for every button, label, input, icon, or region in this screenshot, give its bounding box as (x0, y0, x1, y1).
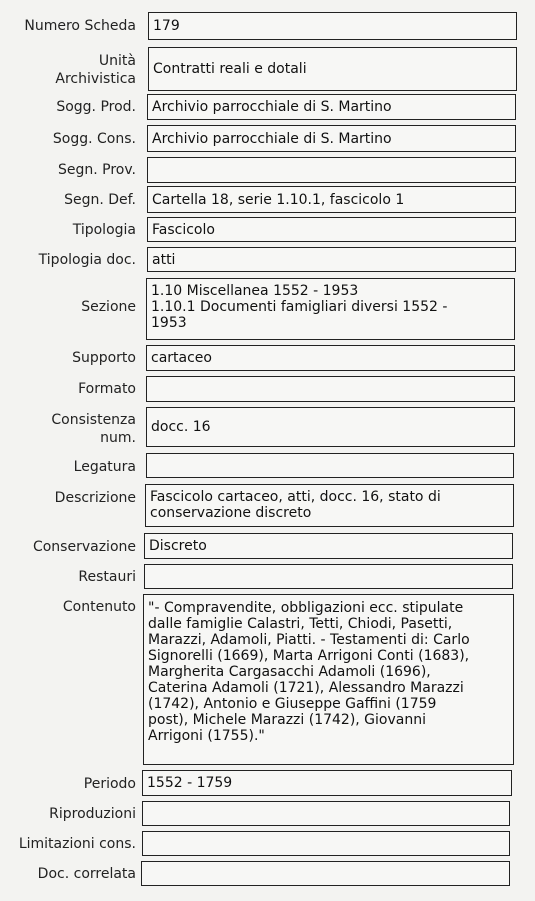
numero-scheda-field[interactable]: 179 (148, 12, 517, 40)
formato-field[interactable] (146, 376, 515, 402)
legatura-label: Legatura (73, 459, 136, 475)
restauri-label: Restauri (78, 569, 136, 585)
supporto-field[interactable]: cartaceo (146, 345, 515, 371)
sogg-cons-label: Sogg. Cons. (52, 131, 136, 147)
riproduzioni-label: Riproduzioni (49, 806, 136, 822)
tipologia-doc-label: Tipologia doc. (38, 252, 136, 268)
consistenza-label-line1: Consistenza (51, 412, 136, 428)
limitazioni-cons-label: Limitazioni cons. (18, 836, 136, 852)
sezione-field[interactable] (146, 278, 515, 340)
segn-prov-label: Segn. Prov. (57, 162, 136, 178)
unita-label-line2: Archivistica (55, 71, 136, 87)
contenuto-line: "- Compravendite, obbligazioni ecc. stipulate (148, 600, 464, 616)
conservazione-field[interactable]: Discreto (144, 533, 513, 559)
contenuto-line: (1742), Antonio e Giuseppe Gaffini (1759 (148, 696, 437, 712)
riproduzioni-field[interactable] (142, 801, 510, 826)
descrizione-field[interactable] (145, 484, 514, 527)
limitazioni-cons-field[interactable] (142, 831, 510, 856)
legatura-field[interactable] (146, 453, 514, 478)
consistenza-label-line2: num. (100, 430, 136, 446)
formato-label: Formato (78, 381, 136, 397)
sogg-prod-label: Sogg. Prod. (56, 99, 136, 115)
tipologia-doc-field[interactable]: atti (147, 247, 516, 272)
descrizione-label: Descrizione (54, 490, 136, 506)
tipologia-field[interactable]: Fascicolo (147, 217, 516, 242)
sogg-prod-field[interactable]: Archivio parrocchiale di S. Martino (147, 94, 516, 120)
segn-def-label: Segn. Def. (64, 192, 136, 208)
periodo-label: Periodo (83, 776, 136, 792)
supporto-label: Supporto (72, 350, 136, 366)
periodo-field[interactable]: 1552 - 1759 (142, 770, 512, 796)
descrizione-line: Fascicolo cartaceo, atti, docc. 16, stato di (150, 489, 441, 505)
sezione-label: Sezione (81, 299, 136, 315)
contenuto-line: Signorelli (1669), Marta Arrigoni Conti (1683), (148, 648, 470, 664)
contenuto-label: Contenuto (62, 599, 136, 615)
contenuto-line: Arrigoni (1755)." (148, 728, 265, 744)
doc-correlata-field[interactable] (141, 861, 510, 886)
contenuto-line: Margherita Cargasacchi Adamoli (1696), (148, 664, 431, 680)
sezione-line: 1.10 Miscellanea 1552 - 1953 (151, 283, 359, 299)
sezione-line: 1953 (151, 315, 187, 331)
unita-label-line1: Unità (98, 53, 136, 69)
contenuto-line: dalle famiglie Calastri, Tetti, Chiodi, Pasetti, (148, 616, 453, 632)
descrizione-line: conservazione discreto (150, 505, 312, 521)
sezione-line: 1.10.1 Documenti famigliari diversi 1552 - (151, 299, 448, 315)
tipologia-label: Tipologia (72, 222, 136, 238)
doc-correlata-label: Doc. correlata (37, 866, 136, 882)
unita-archivistica-field[interactable]: Contratti reali e dotali (148, 47, 517, 91)
segn-prov-field[interactable] (147, 157, 516, 183)
conservazione-label: Conservazione (32, 539, 136, 555)
numero-scheda-label: Numero Scheda (24, 18, 136, 34)
contenuto-line: post), Michele Marazzi (1742), Giovanni (148, 712, 426, 728)
contenuto-line: Marazzi, Adamoli, Piatti. - Testamenti di: Carlo (148, 632, 470, 648)
sogg-cons-field[interactable]: Archivio parrocchiale di S. Martino (147, 125, 516, 152)
contenuto-field[interactable] (143, 594, 514, 765)
restauri-field[interactable] (144, 564, 513, 589)
consistenza-field[interactable]: docc. 16 (146, 407, 515, 447)
segn-def-field[interactable]: Cartella 18, serie 1.10.1, fascicolo 1 (147, 186, 516, 213)
contenuto-line: Caterina Adamoli (1721), Alessandro Marazzi (148, 680, 464, 696)
